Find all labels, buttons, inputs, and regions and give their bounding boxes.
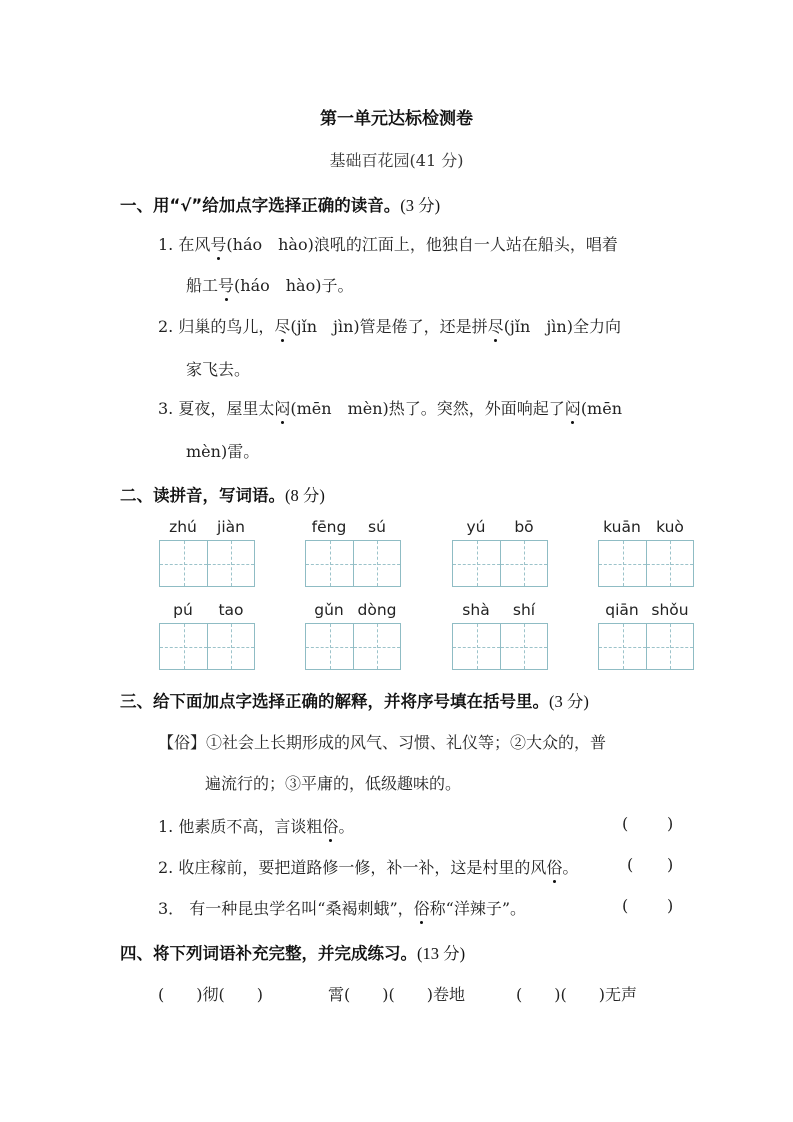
writing-box[interactable]	[160, 624, 207, 669]
text: 热了。突然，外面响起了	[388, 399, 565, 418]
writing-box[interactable]	[207, 541, 254, 586]
pinyin-label	[159, 601, 255, 621]
s3-item-1	[158, 814, 354, 837]
writing-box[interactable]	[646, 624, 693, 669]
s1-item-1-line-1	[158, 232, 618, 255]
writing-box[interactable]	[353, 624, 400, 669]
idiom-3[interactable]: ( )( )无声	[516, 985, 637, 1004]
s1-item-2-line-2: 家飞去。	[186, 360, 251, 379]
pinyin-syllable: gǔn	[314, 601, 344, 619]
text: 有一种昆虫学名叫“桑褐刺蛾”，	[189, 899, 414, 918]
text: 浪吼的江面上，他独自一人站在船头，唱着	[313, 235, 618, 254]
answer-open-paren: (	[627, 855, 634, 874]
pinyin-options[interactable]: (mēn mèn)	[290, 399, 389, 418]
answer-close-paren: )	[667, 855, 674, 874]
item-number: 3.	[158, 399, 174, 418]
pinyin-label	[598, 601, 694, 621]
pinyin-label	[452, 518, 548, 538]
item-number: 3．	[158, 899, 185, 918]
text: 全力向	[572, 317, 621, 336]
pinyin-syllable: bō	[514, 518, 534, 536]
pinyin-syllable: shí	[512, 601, 536, 619]
text: 管是倦了，还是拼	[359, 317, 488, 336]
writing-box[interactable]	[207, 624, 254, 669]
section-4-score: (13 分)	[417, 944, 466, 963]
s1-item-1-line-2	[186, 273, 354, 296]
dotted-char: 俗	[546, 855, 562, 878]
tianzige-boxes[interactable]	[159, 540, 255, 587]
pinyin-label	[305, 518, 401, 538]
section-3-heading	[120, 688, 589, 712]
definition-line-1: 【俗】①社会上长期形成的风气、习惯、礼仪等；②大众的，普	[158, 733, 607, 752]
pinyin-syllable: zhú	[169, 518, 197, 536]
pinyin-syllable: dòng	[357, 601, 397, 619]
text: 。	[338, 817, 355, 836]
tianzige-boxes[interactable]	[305, 623, 401, 670]
item-number: 2.	[158, 317, 174, 336]
writing-box[interactable]	[453, 541, 500, 586]
text: 夏夜，屋里太	[178, 399, 275, 418]
pinyin-syllable: jiàn	[217, 518, 245, 536]
pinyin-label	[452, 601, 548, 621]
item-number: 1.	[158, 235, 174, 254]
section-1-heading	[120, 192, 440, 216]
dotted-char: 闷	[274, 396, 290, 419]
definition-line-2: 遍流行的；③平庸的，低级趣味的。	[205, 774, 462, 793]
section-2-heading	[120, 482, 325, 506]
writing-box[interactable]	[160, 541, 207, 586]
writing-box[interactable]	[453, 624, 500, 669]
page-title: 第一单元达标检测卷	[320, 109, 473, 129]
pinyin-options[interactable]: (mēn	[580, 399, 622, 418]
section-1-score: (3 分)	[400, 196, 441, 215]
tianzige-boxes[interactable]	[305, 540, 401, 587]
page-subtitle: 基础百花园(41 分)	[329, 151, 464, 170]
answer-open-paren: (	[622, 814, 629, 833]
tianzige-boxes[interactable]	[452, 623, 548, 670]
dotted-char: 尽	[274, 314, 290, 337]
writing-box[interactable]	[353, 541, 400, 586]
dotted-char: 尽	[488, 314, 504, 337]
pinyin-syllable: sú	[368, 518, 386, 536]
text: 他素质不高，言谈粗	[178, 817, 323, 836]
section-2-heading-text: 二、读拼音，写词语。	[120, 486, 285, 505]
pinyin-label	[159, 518, 255, 538]
section-2-score: (8 分)	[285, 486, 325, 505]
answer-close-paren: )	[667, 814, 674, 833]
answer-open-paren: (	[622, 896, 629, 915]
pinyin-syllable: yú	[466, 518, 486, 536]
pinyin-options[interactable]: (jǐn jìn)	[503, 317, 573, 336]
pinyin-syllable: qiān	[605, 601, 639, 619]
writing-box[interactable]	[646, 541, 693, 586]
item-number: 2.	[158, 858, 174, 877]
dotted-char: 俗	[322, 814, 338, 837]
s1-item-3-line-2[interactable]: mèn)雷。	[186, 442, 260, 461]
text: 船工	[186, 276, 219, 295]
pinyin-label	[305, 601, 401, 621]
tianzige-boxes[interactable]	[598, 623, 694, 670]
section-3-heading-text: 三、给下面加点字选择正确的解释，并将序号填在括号里。	[120, 692, 549, 711]
pinyin-syllable: fēng	[311, 518, 347, 536]
text: 。	[562, 858, 579, 877]
tianzige-boxes[interactable]	[598, 540, 694, 587]
dotted-char: 号	[210, 232, 226, 255]
idiom-1[interactable]: ( )彻( )	[158, 985, 263, 1004]
tianzige-boxes[interactable]	[159, 623, 255, 670]
item-number: 1.	[158, 817, 174, 836]
pinyin-syllable: kuān	[603, 518, 641, 536]
text: 子。	[321, 276, 354, 295]
pinyin-syllable: tao	[218, 601, 244, 619]
dotted-char: 闷	[565, 396, 581, 419]
pinyin-options[interactable]: (háo hào)	[234, 276, 322, 295]
writing-box[interactable]	[500, 541, 547, 586]
answer-close-paren: )	[667, 896, 674, 915]
pinyin-syllable: pú	[173, 601, 193, 619]
section-3-score: (3 分)	[549, 692, 589, 711]
s3-item-3	[158, 896, 526, 919]
s1-item-3-line-1	[158, 396, 622, 419]
s1-item-2-line-1	[158, 314, 621, 337]
text: 归巢的鸟儿，	[178, 317, 275, 336]
text: 称“洋辣子”。	[429, 899, 527, 918]
pinyin-label	[598, 518, 694, 538]
section-4-heading-text: 四、将下列词语补充完整，并完成练习。	[120, 944, 417, 963]
dotted-char: 俗	[414, 896, 430, 919]
section-4-heading	[120, 940, 465, 964]
writing-box[interactable]	[306, 624, 353, 669]
section-1-heading-text: 一、用“√”给加点字选择正确的读音。	[120, 196, 401, 215]
writing-box[interactable]	[599, 624, 646, 669]
dotted-char: 号	[218, 273, 234, 296]
pinyin-syllable: kuò	[656, 518, 684, 536]
writing-box[interactable]	[500, 624, 547, 669]
writing-box[interactable]	[306, 541, 353, 586]
idiom-2[interactable]: 霄( )( )卷地	[328, 985, 465, 1004]
s3-item-2	[158, 855, 578, 878]
tianzige-boxes[interactable]	[452, 540, 548, 587]
text: 收庄稼前，要把道路修一修，补一补，这是村里的风	[178, 858, 547, 877]
pinyin-options[interactable]: (háo hào)	[226, 235, 314, 254]
pinyin-syllable: shǒu	[651, 601, 689, 619]
text: 在风	[178, 235, 211, 254]
writing-box[interactable]	[599, 541, 646, 586]
pinyin-syllable: shà	[462, 601, 490, 619]
pinyin-options[interactable]: (jǐn jìn)	[290, 317, 360, 336]
